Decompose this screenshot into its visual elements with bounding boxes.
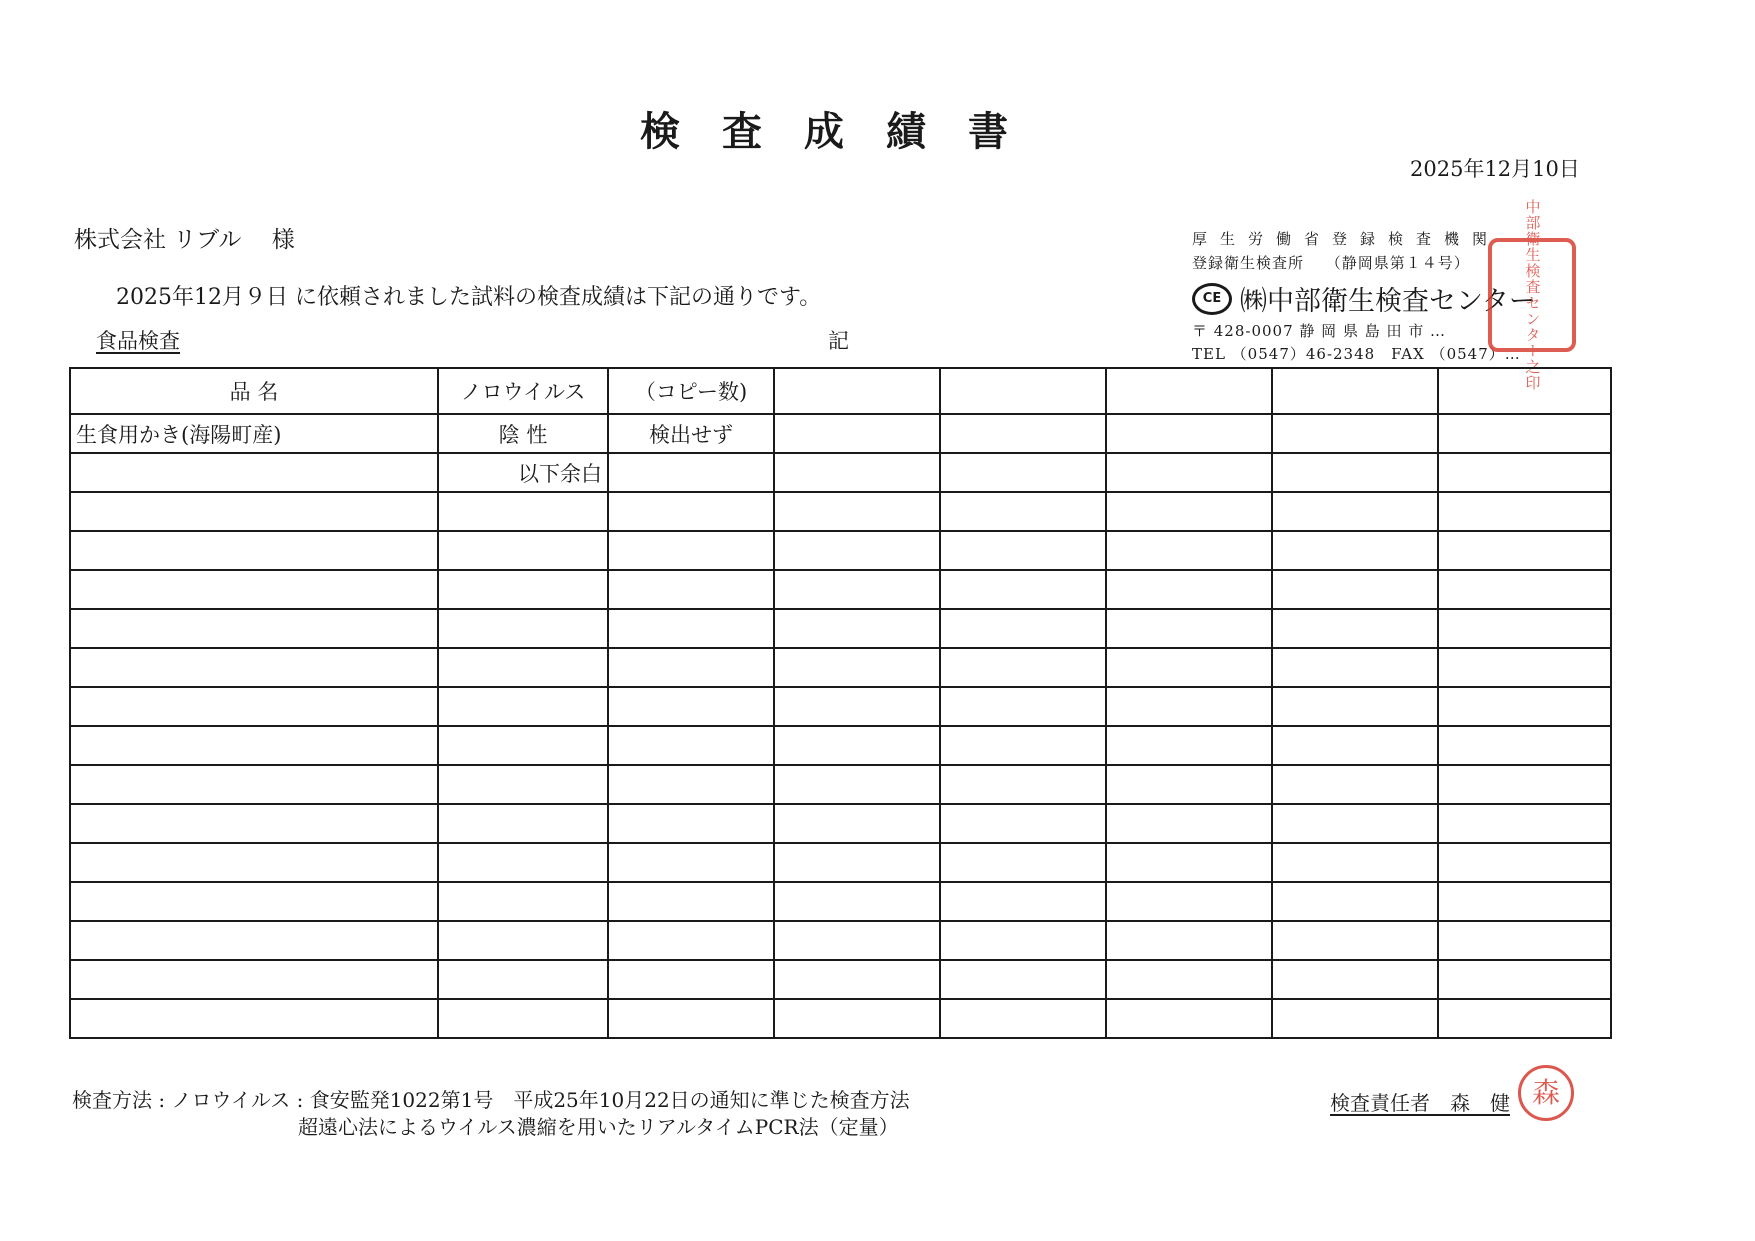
- results-table: [69, 367, 1612, 1039]
- table-cell: [1438, 648, 1611, 687]
- table-cell: [774, 765, 940, 804]
- table-cell: [1272, 921, 1438, 960]
- table-cell: [1272, 843, 1438, 882]
- table-cell: [1438, 453, 1611, 492]
- table-cell: [774, 999, 940, 1038]
- table-cell: [70, 531, 438, 570]
- table-cell: [608, 609, 774, 648]
- table-cell: [438, 609, 608, 648]
- table-row: [70, 531, 1611, 570]
- table-cell: [438, 726, 608, 765]
- table-cell: [1272, 882, 1438, 921]
- table-cell: [1106, 570, 1272, 609]
- table-cell: 以下余白: [438, 453, 608, 492]
- table-cell: [774, 843, 940, 882]
- table-cell: [1438, 414, 1611, 453]
- table-cell: [940, 453, 1106, 492]
- table-cell: [940, 726, 1106, 765]
- table-cell: [774, 453, 940, 492]
- table-cell: [70, 687, 438, 726]
- table-row: [70, 999, 1611, 1038]
- table-cell: [940, 960, 1106, 999]
- table-cell: [1106, 492, 1272, 531]
- table-cell: [438, 765, 608, 804]
- document-title: 検査成績書: [640, 108, 1050, 155]
- table-cell: [940, 687, 1106, 726]
- table-cell: [1106, 882, 1272, 921]
- issuer-address: 〒 428-0007 静 岡 県 島 田 市 …: [1192, 322, 1447, 340]
- table-cell: [1272, 570, 1438, 609]
- table-cell: [1106, 765, 1272, 804]
- table-cell: [70, 570, 438, 609]
- table-cell: [940, 492, 1106, 531]
- table-cell: [940, 414, 1106, 453]
- table-row: [70, 765, 1611, 804]
- inspector-signature: 検査責任者 森 健: [1330, 1091, 1510, 1115]
- inspection-category: 食品検査: [96, 329, 180, 353]
- table-header-cell: [940, 368, 1106, 414]
- table-cell: [438, 999, 608, 1038]
- table-cell: [608, 648, 774, 687]
- issuer-block: [1192, 228, 1536, 364]
- table-cell: [1272, 726, 1438, 765]
- table-cell: [1106, 843, 1272, 882]
- table-cell: [1438, 492, 1611, 531]
- table-cell: 検出せず: [608, 414, 774, 453]
- table-cell: [774, 492, 940, 531]
- issuer-registration: 厚生労働省登録検査機関: [1192, 230, 1501, 248]
- table-cell: [608, 531, 774, 570]
- table-cell: [70, 804, 438, 843]
- table-cell: [438, 570, 608, 609]
- table-cell: [608, 492, 774, 531]
- table-row: [70, 804, 1611, 843]
- table-cell: [608, 570, 774, 609]
- table-cell: 生食用かき(海陽町産): [70, 414, 438, 453]
- table-row: [70, 921, 1611, 960]
- inspector-seal-stamp: 森: [1518, 1065, 1574, 1121]
- table-cell: [438, 531, 608, 570]
- table-header-cell: [774, 368, 940, 414]
- table-cell: [1438, 960, 1611, 999]
- table-cell: [774, 609, 940, 648]
- table-cell: [940, 609, 1106, 648]
- table-cell: [940, 570, 1106, 609]
- table-cell: [70, 999, 438, 1038]
- table-cell: [940, 921, 1106, 960]
- table-cell: [70, 843, 438, 882]
- table-cell: [608, 843, 774, 882]
- table-cell: [774, 804, 940, 843]
- table-header-cell: ノロウイルス: [438, 368, 608, 414]
- table-cell: [438, 492, 608, 531]
- table-cell: [940, 882, 1106, 921]
- table-cell: [1106, 687, 1272, 726]
- table-cell: [774, 882, 940, 921]
- table-cell: [1272, 687, 1438, 726]
- company-seal-stamp: 中部衛生検査センター之印: [1488, 238, 1576, 352]
- table-cell: [1106, 414, 1272, 453]
- table-row: [70, 687, 1611, 726]
- table-cell: [1438, 726, 1611, 765]
- table-header-cell: [1272, 368, 1438, 414]
- table-cell: [1272, 648, 1438, 687]
- table-cell: [774, 687, 940, 726]
- table-cell: [1272, 609, 1438, 648]
- table-cell: [70, 765, 438, 804]
- table-cell: [70, 609, 438, 648]
- table-cell: [940, 648, 1106, 687]
- issuer-lab-registration: 登録衛生検査所 （静岡県第１４号）: [1192, 254, 1470, 272]
- table-cell: [1106, 960, 1272, 999]
- table-row: [70, 453, 1611, 492]
- table-cell: [940, 999, 1106, 1038]
- table-cell: [774, 921, 940, 960]
- test-method-line2: 超遠心法によるウイルス濃縮を用いたリアルタイムPCR法（定量）: [298, 1115, 899, 1139]
- table-cell: [1106, 999, 1272, 1038]
- table-cell: [940, 765, 1106, 804]
- table-cell: [940, 531, 1106, 570]
- table-cell: [70, 882, 438, 921]
- table-cell: [1106, 726, 1272, 765]
- table-row: [70, 726, 1611, 765]
- table-cell: [1272, 960, 1438, 999]
- table-cell: [774, 648, 940, 687]
- table-cell: [438, 921, 608, 960]
- table-cell: [608, 921, 774, 960]
- table-cell: [438, 804, 608, 843]
- table-cell: [70, 960, 438, 999]
- table-cell: [940, 843, 1106, 882]
- table-header-cell: [1106, 368, 1272, 414]
- table-cell: [1438, 882, 1611, 921]
- table-cell: [1272, 804, 1438, 843]
- table-cell: [1438, 804, 1611, 843]
- table-cell: [70, 726, 438, 765]
- table-cell: [1106, 609, 1272, 648]
- table-cell: [1272, 999, 1438, 1038]
- table-cell: [1438, 609, 1611, 648]
- table-row: [70, 882, 1611, 921]
- request-statement: 2025年12月９日 に依頼されました試料の検査成績は下記の通りです。: [116, 285, 822, 310]
- table-header-row: [70, 368, 1611, 414]
- table-header-cell: [1438, 368, 1611, 414]
- table-row: [70, 609, 1611, 648]
- table-cell: [1438, 843, 1611, 882]
- issuer-phone-fax: TEL （0547）46-2348 FAX （0547）…: [1192, 345, 1521, 363]
- ki-heading: 記: [828, 329, 849, 353]
- table-row: [70, 843, 1611, 882]
- table-cell: [1438, 570, 1611, 609]
- test-method: [72, 1087, 910, 1141]
- table-cell: [1272, 765, 1438, 804]
- table-cell: [1438, 921, 1611, 960]
- table-cell: [1106, 453, 1272, 492]
- table-cell: [608, 726, 774, 765]
- table-cell: [1438, 687, 1611, 726]
- table-cell: [774, 726, 940, 765]
- company-logo-icon: CE: [1192, 283, 1232, 315]
- table-cell: [1438, 765, 1611, 804]
- table-cell: [70, 921, 438, 960]
- table-cell: [1438, 999, 1611, 1038]
- table-row: [70, 960, 1611, 999]
- table-cell: [1272, 492, 1438, 531]
- table-cell: [608, 960, 774, 999]
- table-cell: [438, 687, 608, 726]
- table-cell: [774, 960, 940, 999]
- table-row: [70, 414, 1611, 453]
- table-cell: [774, 531, 940, 570]
- table-cell: [1106, 531, 1272, 570]
- table-cell: [438, 882, 608, 921]
- table-header-cell: （コピー数): [608, 368, 774, 414]
- issuer-company-name: ㈱中部衛生検査センター: [1240, 286, 1536, 317]
- table-cell: [70, 453, 438, 492]
- table-cell: [608, 999, 774, 1038]
- table-cell: 陰 性: [438, 414, 608, 453]
- issue-date: 2025年12月10日: [1410, 157, 1580, 181]
- table-cell: [70, 648, 438, 687]
- table-row: [70, 570, 1611, 609]
- table-cell: [1272, 414, 1438, 453]
- table-header-cell: 品 名: [70, 368, 438, 414]
- issuer-company: [1192, 279, 1536, 318]
- test-method-line1: 検査方法 : ノロウイルス : 食安監発1022第1号 平成25年10月22日の通知に準じた検査方法: [72, 1088, 910, 1112]
- table-cell: [1272, 453, 1438, 492]
- table-cell: [608, 765, 774, 804]
- table-cell: [438, 960, 608, 999]
- table-cell: [608, 453, 774, 492]
- table-cell: [774, 570, 940, 609]
- table-cell: [608, 687, 774, 726]
- table-cell: [1272, 531, 1438, 570]
- table-cell: [70, 492, 438, 531]
- table-cell: [438, 843, 608, 882]
- table-cell: [1438, 531, 1611, 570]
- table-cell: [1106, 921, 1272, 960]
- table-cell: [608, 804, 774, 843]
- table-row: [70, 492, 1611, 531]
- table-cell: [1106, 804, 1272, 843]
- table-cell: [608, 882, 774, 921]
- table-cell: [438, 648, 608, 687]
- table-cell: [940, 804, 1106, 843]
- table-cell: [774, 414, 940, 453]
- table-row: [70, 648, 1611, 687]
- recipient-name: 株式会社 リブル 様: [74, 227, 295, 253]
- table-cell: [1106, 648, 1272, 687]
